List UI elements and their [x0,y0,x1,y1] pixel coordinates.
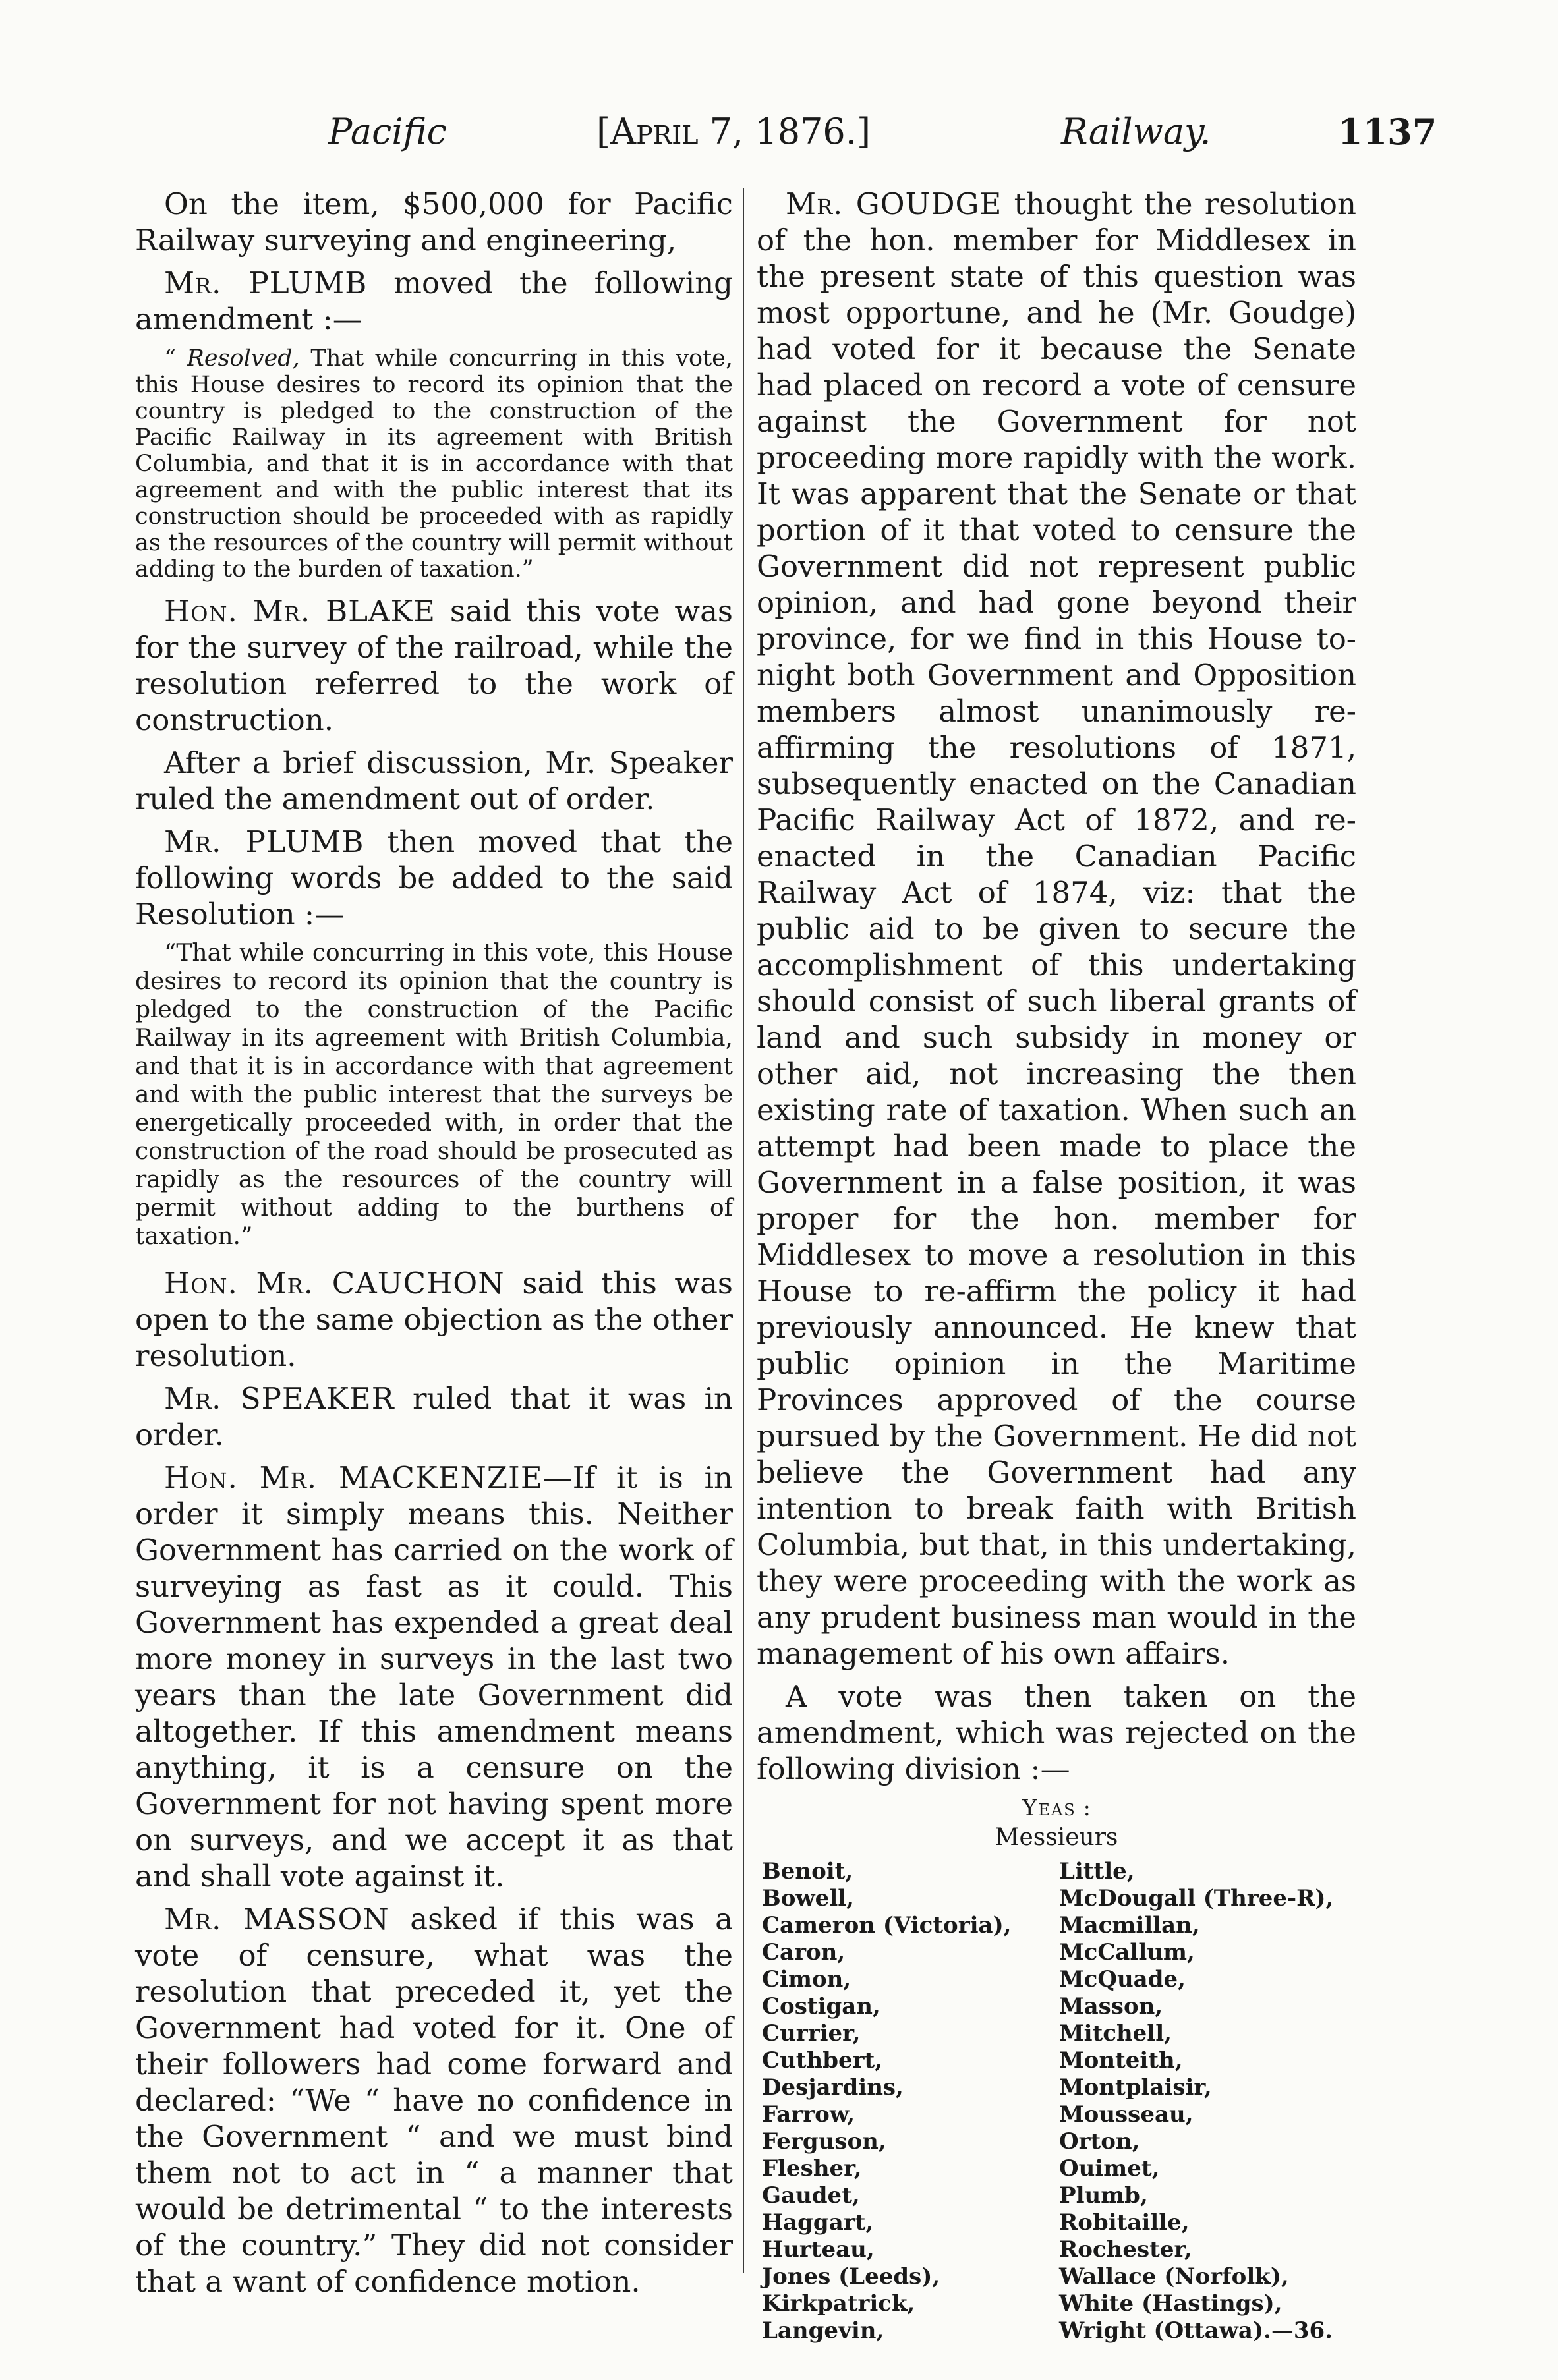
paragraph: After a brief discussion, Mr. Speaker ruled the amendment out of order. [135,745,733,816]
speaker-name: Hon. Mr. MACKENZIE [164,1460,543,1495]
header-date-rest: 7, 1876.] [698,111,871,152]
member-name: Flesher, [762,2155,862,2182]
member-name: White (Hastings), [1059,2290,1283,2317]
paragraph [757,186,1356,1672]
member-name: Hurteau, [762,2236,875,2263]
speaker-name: Mr. PLUMB [164,266,368,300]
column-divider [743,188,744,2273]
member-name: Costigan, [762,1993,880,2020]
member-name: Little, [1059,1858,1135,1884]
member-name: Rochester, [1059,2236,1192,2263]
paragraph [135,1901,733,2300]
paragraph-text: said this was open to the same objection as the other resolution. [135,1266,733,1373]
division-heading-suffix: : [1076,1795,1091,1821]
paragraph [135,1380,733,1453]
speaker-name: Mr. SPEAKER [164,1381,395,1416]
speaker-name: Mr. MASSON [164,1902,390,1937]
quote-open: “ [164,345,187,372]
left-column [135,186,733,2306]
paragraph-text: —If it is in order it simply means this. Neither Government has carried on the work of surveying as fast as it could. This Government has expended a great deal more money in surveys in the last two years than the late Government did altogether. If this amendment means anything, it is a censure on the Government for not having spent more on surveys, and we accept it as that and shall vote against it. [135,1460,733,1894]
member-name: Masson, [1059,1993,1163,2020]
paragraph [135,824,733,932]
right-column [757,186,1356,2344]
paragraph-text: then moved that the following words be added to the said Resolution :— [135,824,733,932]
header-date: [April 7, 1876.] [596,111,871,152]
member-name: Mousseau, [1059,2101,1194,2128]
paragraph [135,1265,733,1374]
member-name: Ouimet, [1059,2155,1160,2182]
page-number: 1137 [1338,111,1437,153]
paragraph-text: said this vote was for the survey of the railroad, while the resolution referred to the work of construction. [135,594,733,737]
member-name: Gaudet, [762,2182,860,2209]
header-left-title: Pacific [328,111,447,152]
division-subheading: Messieurs [995,1824,1118,1851]
paragraph [135,1459,733,1894]
speaker-name: Hon. Mr. BLAKE [164,594,436,629]
division-column-2 [1059,1858,1356,2344]
paragraph [135,593,733,738]
member-name: McDougall (Three-R), [1059,1885,1334,1912]
member-name: Langevin, [762,2317,884,2344]
member-name: Haggart, [762,2209,874,2236]
header-date-month: April [610,111,699,152]
division-list [757,1858,1356,2344]
member-name: Jones (Leeds), [762,2263,940,2290]
paragraph [135,265,733,337]
resolved-word: Resolved, [187,345,300,372]
quoted-resolution: “That while concurring in this vote, this House desires to record its opinion that the country is pledged to the construction of the Pacific Railway in its agreement with British Columbia, and that it is in accordance with that agreement and with the public interest that the surveys be energetically proceeded with, in order that the construction of the road should be prosecuted as rapidly as the resources of the country will permit without adding to the burthens of taxation.” [135,940,733,1250]
speaker-name: Mr. GOUDGE [786,186,1002,221]
division-yeas: Yeas [1022,1795,1076,1821]
member-name: Cimon, [762,1966,851,1993]
member-name: Orton, [1059,2128,1140,2155]
member-name: Ferguson, [762,2128,886,2155]
member-name: Wallace (Norfolk), [1059,2263,1289,2290]
paragraph-text: asked if this was a vote of censure, what was the resolution that preceded it, yet the Government had voted for it. One of their followers had come forward and declared: “We “ have no confidence in the Government “ and we must bind them not to act in “ a manner that would be detrimental “ to the interests of the country.” They did not consider that a want of confidence motion. [135,1902,733,2299]
member-name: Cameron (Victoria), [762,1912,1012,1939]
member-name: McQuade, [1059,1966,1186,1993]
member-name: Monteith, [1059,2047,1183,2074]
member-name: Benoit, [762,1858,853,1884]
member-name: Cuthbert, [762,2047,883,2074]
paragraph: A vote was then taken on the amendment, which was rejected on the following division :— [757,1679,1356,1786]
member-name: Caron, [762,1939,846,1966]
header-right-title: Railway. [1061,111,1211,152]
paragraph: On the item, $500,000 for Pacific Railway surveying and engineering, [135,186,733,258]
member-name: McCallum, [1059,1939,1195,1966]
member-name: Bowell, [762,1885,854,1912]
member-name: Mitchell, [1059,2020,1172,2047]
member-name: Kirkpatrick, [762,2290,915,2317]
member-name: Desjardins, [762,2074,904,2101]
paragraph-text: ruled that it was in order. [135,1381,733,1452]
member-name: Robitaille, [1059,2209,1190,2236]
member-name: Macmillan, [1059,1912,1200,1939]
quote-text: That while concurring in this vote, this House desires to record its opinion that the country is pledged to the construction of the Pacific Railway in its agreement with British Columbia, and that it is in accordance with that agreement and with the public interest that its construction should be proceeded with as rapidly as the resources of the country will permit without adding to the burden of taxation.” [135,345,733,582]
member-name: Plumb, [1059,2182,1148,2209]
quoted-resolution [135,345,733,582]
speaker-name: Mr. PLUMB [164,824,364,859]
paragraph-text: thought the resolution of the hon. member for Middlesex in the present state of this question was most opportune, and he (Mr. Goudge) had voted for it because the Senate had placed on record a vote of censure against the Government for not proceeding more rapidly with the work. It was apparent that the Senate or that portion of it that voted to censure the Government did not represent public opinion, and had gone beyond their province, for we find in this House to-night both Government and Opposition members almost unanimously re-affirming the resolutions of 1871, subsequently enacted on the Canadian Pacific Railway Act of 1872, and re-enacted in the Canadian Pacific Railway Act of 1874, viz: that the public aid to be given to secure the accomplishment of this undertaking should consist of such liberal grants of land and such subsidy in money or other aid, not increasing the then existing rate of taxation. When such an attempt had been made to place the Government in a false position, it was proper for the hon. member for Middlesex to move a resolution in this House to re-affirm the policy it had previously announced. He knew that public opinion in the Maritime Provinces approved of the course pursued by the Government. He did not believe the Government had any intention to break faith with British Columbia, but that, in this undertaking, they were proceeding with the work as any prudent business man would in the management of his own affairs. [757,186,1357,1671]
member-name: Currier, [762,2020,861,2047]
member-name: Wright (Ottawa).—36. [1059,2317,1333,2344]
speaker-name: Hon. Mr. CAUCHON [164,1266,505,1301]
paragraph-text: moved the following amendment :— [135,266,733,337]
running-header [0,111,1558,163]
member-name: Farrow, [762,2101,855,2128]
division-column-1 [757,1858,1059,2344]
member-name: Montplaisir, [1059,2074,1212,2101]
division-heading [757,1794,1356,1823]
